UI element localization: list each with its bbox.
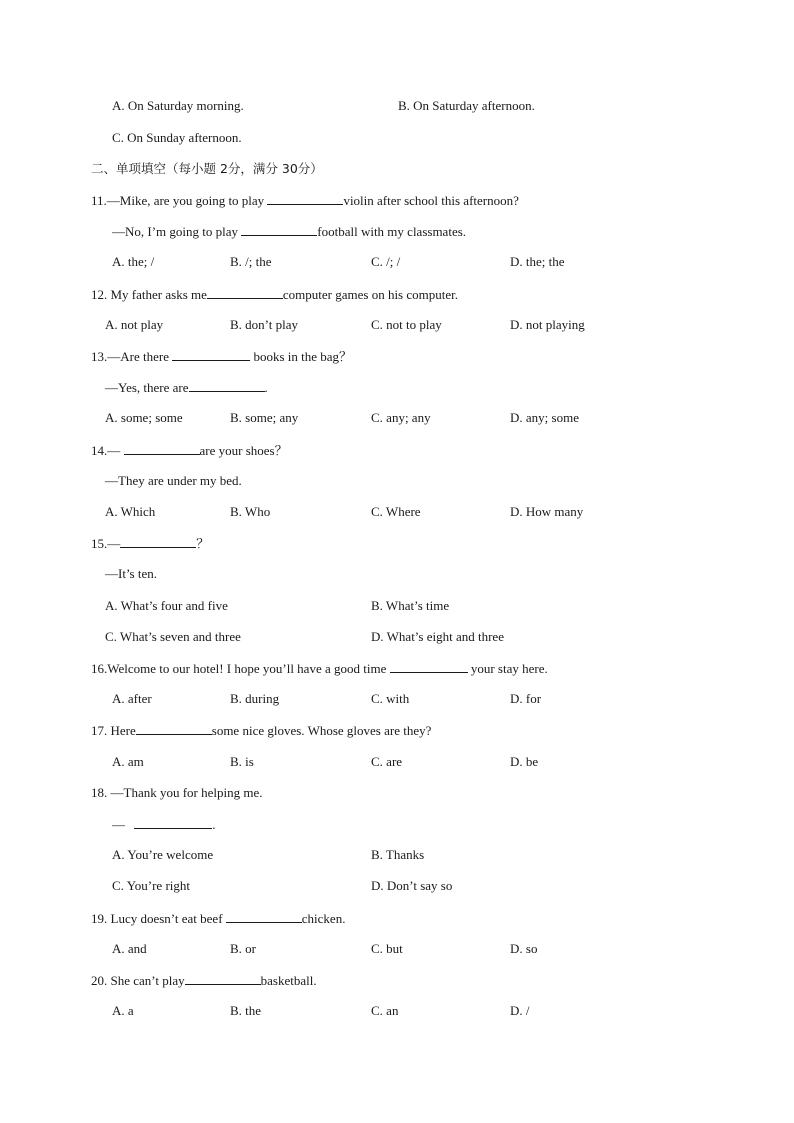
- question-15-reply: —It’s ten.: [105, 566, 157, 581]
- answer-blank: [241, 223, 317, 236]
- question-11-option-d: D. the; the: [510, 254, 565, 269]
- question-11-reply: —No, I’m going to play football with my classmates.: [112, 224, 467, 239]
- question-18-option-b: B. Thanks: [371, 847, 425, 862]
- question-17-option-b: B. is: [230, 754, 254, 769]
- question-18-reply: — .: [112, 817, 216, 832]
- question-12-option-a: A. not play: [105, 317, 164, 332]
- question-15-option-c: C. What’s seven and three: [105, 629, 241, 644]
- question-19-option-b: B. or: [230, 941, 256, 956]
- question-11-option-a: A. the; /: [112, 254, 155, 269]
- question-16-option-a: A. after: [112, 691, 152, 706]
- question-14-stem: 14.— are your shoes？: [91, 443, 288, 458]
- answer-blank: [124, 442, 200, 455]
- question-20-option-a: A. a: [112, 1003, 134, 1018]
- question-12-stem: 12. My father asks me computer games on his computer.: [91, 287, 458, 302]
- question-13-reply: —Yes, there are .: [105, 380, 268, 395]
- option-prev-b: B. On Saturday afternoon.: [398, 98, 535, 113]
- answer-blank: [172, 348, 250, 361]
- question-17-option-d: D. be: [510, 754, 539, 769]
- question-15-option-d: D. What’s eight and three: [371, 629, 504, 644]
- question-11-option-b: B. /; the: [230, 254, 272, 269]
- answer-blank: [267, 192, 343, 205]
- answer-blank: [185, 972, 261, 985]
- question-18-option-c: C. You’re right: [112, 878, 191, 893]
- option-prev-a: A. On Saturday morning.: [112, 98, 244, 113]
- question-16-stem: 16.Welcome to our hotel! I hope you’ll have a good time your stay here.: [91, 661, 548, 676]
- question-19-option-d: D. so: [510, 941, 538, 956]
- answer-blank: [390, 660, 468, 673]
- answer-blank: [226, 910, 302, 923]
- question-17-option-a: A. am: [112, 754, 144, 769]
- question-12-option-d: D. not playing: [510, 317, 585, 332]
- question-11-option-c: C. /; /: [371, 254, 401, 269]
- question-16-option-b: B. during: [230, 691, 280, 706]
- question-12-option-b: B. don’t play: [230, 317, 299, 332]
- question-14-option-c: C. Where: [371, 504, 421, 519]
- question-20-option-c: C. an: [371, 1003, 399, 1018]
- question-19-option-c: C. but: [371, 941, 403, 956]
- question-19-stem: 19. Lucy doesn’t eat beef chicken.: [91, 911, 346, 926]
- question-19-option-a: A. and: [112, 941, 147, 956]
- question-13-option-b: B. some; any: [230, 410, 299, 425]
- question-20-option-b: B. the: [230, 1003, 262, 1018]
- question-16-option-d: D. for: [510, 691, 542, 706]
- section-heading: 二、单项填空（每小题 2分，满分 30分）: [91, 161, 323, 176]
- question-17-option-c: C. are: [371, 754, 403, 769]
- question-20-option-d: D. /: [510, 1003, 530, 1018]
- option-prev-c: C. On Sunday afternoon.: [112, 130, 242, 145]
- question-14-option-a: A. Which: [105, 504, 156, 519]
- question-18-option-a: A. You’re welcome: [112, 847, 214, 862]
- answer-blank: [189, 379, 265, 392]
- question-17-stem: 17. Here some nice gloves. Whose gloves are they?: [91, 723, 432, 738]
- question-13-option-d: D. any; some: [510, 410, 579, 425]
- question-14-option-d: D. How many: [510, 504, 584, 519]
- question-14-option-b: B. Who: [230, 504, 271, 519]
- answer-blank: [120, 535, 196, 548]
- question-13-stem: 13.—Are there books in the bag？: [91, 349, 353, 364]
- question-20-stem: 20. She can’t play basketball.: [91, 973, 317, 988]
- question-18-stem: 18. —Thank you for helping me.: [91, 785, 263, 800]
- question-15-option-a: A. What’s four and five: [105, 598, 228, 613]
- question-13-option-c: C. any; any: [371, 410, 431, 425]
- question-12-option-c: C. not to play: [371, 317, 442, 332]
- question-11-stem: 11.—Mike, are you going to play violin after school this afternoon?: [91, 193, 519, 208]
- question-18-option-d: D. Don’t say so: [371, 878, 453, 893]
- answer-blank: [207, 286, 283, 299]
- question-13-option-a: A. some; some: [105, 410, 183, 425]
- question-16-option-c: C. with: [371, 691, 410, 706]
- question-15-option-b: B. What’s time: [371, 598, 450, 613]
- question-14-reply: —They are under my bed.: [105, 473, 242, 488]
- answer-blank: [136, 722, 212, 735]
- answer-blank: [134, 816, 212, 829]
- question-15-stem: 15.— ？: [91, 536, 210, 551]
